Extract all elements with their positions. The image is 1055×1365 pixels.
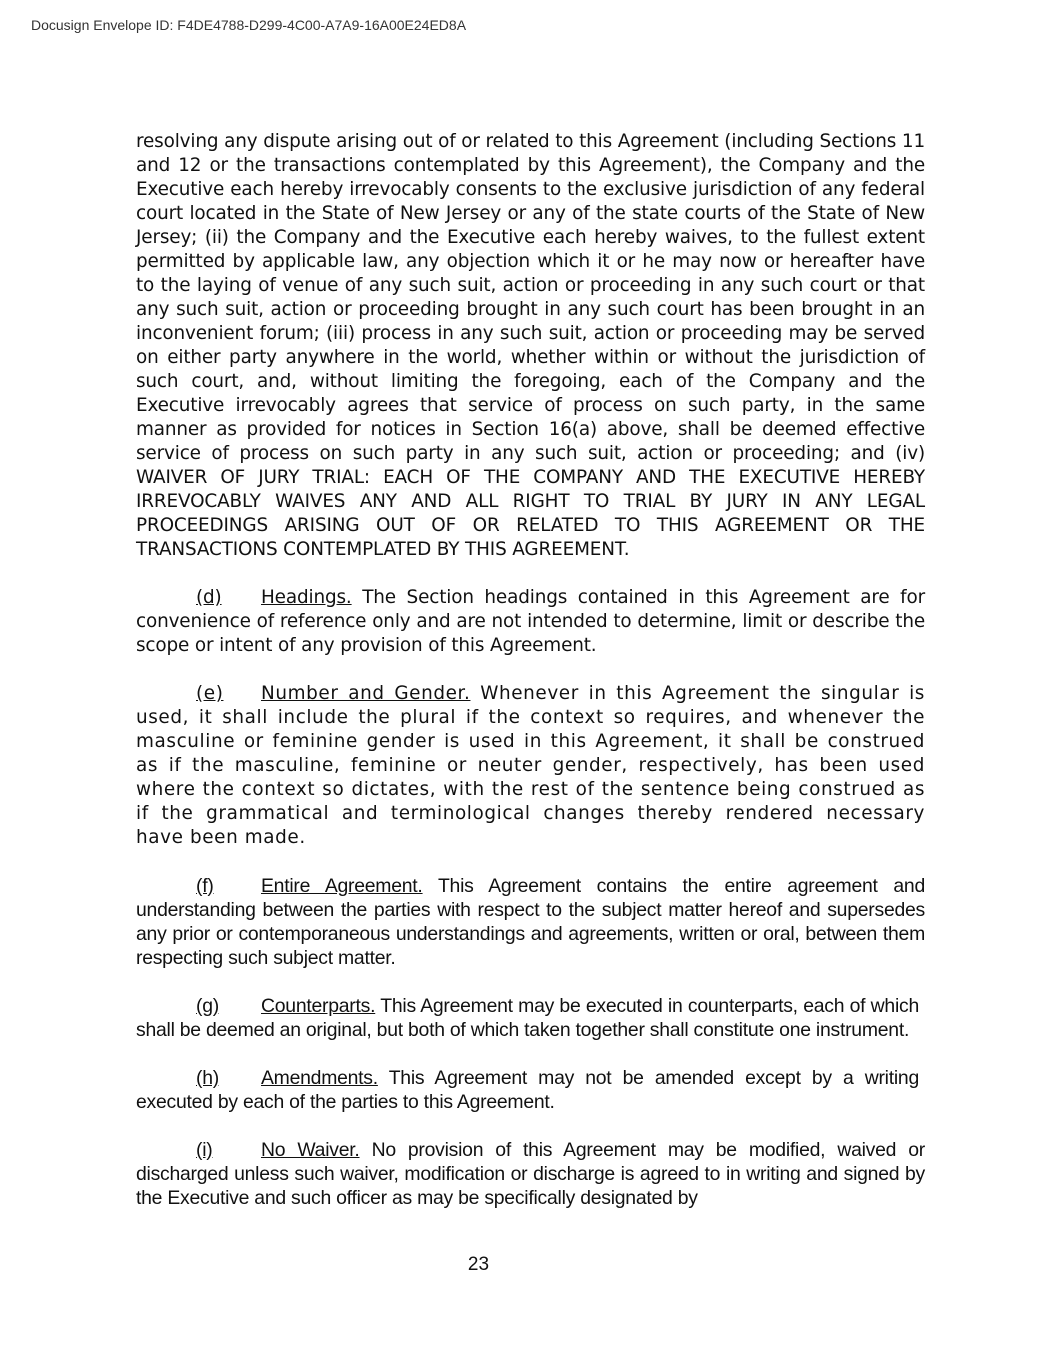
section-i-no-waiver — [136, 1138, 925, 1210]
section-f-entire-agreement — [136, 874, 925, 970]
page-number: 23 — [467, 1254, 490, 1275]
section-d-headings — [136, 586, 925, 658]
section-h-amendments — [136, 1066, 919, 1114]
section-e-number-and-gender — [136, 682, 925, 850]
section-e-text: Whenever in this Agreement the singular is used, it shall include the plural if the context so requires, and whenever the masculine or feminine gender is used in this Agreement, it shall be construed as if the masculine, feminine or neuter gender, respectively, has been used where the context so dictates, with the rest of the sentence being construed as if the grammatical and terminological changes thereby rendered necessary have been made. — [136, 683, 925, 848]
document-body — [136, 130, 925, 1234]
section-g-counterparts — [136, 994, 919, 1042]
section-d-label: (d) — [196, 587, 222, 608]
section-g-label: (g) — [196, 995, 219, 1017]
section-i-heading: No Waiver. — [261, 1139, 360, 1161]
section-h-label: (h) — [196, 1067, 219, 1089]
section-i-label: (i) — [196, 1139, 213, 1161]
section-f-text: This Agreement contains the entire agreement and understanding between the parties with respect to the subject matter hereof and supersedes any prior or contemporaneous understandings and agreements, written or oral, between them respecting such subject matter. — [136, 875, 925, 969]
section-e-label: (e) — [196, 683, 224, 704]
section-f-label: (f) — [196, 875, 214, 897]
continuation-paragraph: resolving any dispute arising out of or related to this Agreement (including Sections 11 and 12 or the transactions contemplated by this Agreement), the Company and the Executive each hereby irrevocably consents to the exclusive jurisdiction of any federal court located in the State of New Jersey or any of the state courts of the State of New Jersey; (ii) the Company and the Executive each hereby waives, to the fullest extent permitted by applicable law, any objection which it or he may now or hereafter have to the laying of venue of any such suit, action or proceeding in any such court or that any such suit, action or proceeding brought in any such court has been brought in an inconvenient forum; (iii) process in any such suit, action or proceeding may be served on either party anywhere in the world, whether within or without the jurisdiction of such court, and, without limiting the foregoing, each of the Company and the Executive irrevocably agrees that service of process on such party, in the same manner as provided for notices in Section 16(a) above, shall be deemed effective service of process on such party in any such suit, action or proceeding; and (iv) WAIVER OF JURY TRIAL: EACH OF THE COMPANY AND THE EXECUTIVE HEREBY IRREVOCABLY WAIVES ANY AND ALL RIGHT TO TRIAL BY JURY IN ANY LEGAL PROCEEDINGS ARISING OUT OF OR RELATED TO THIS AGREEMENT OR THE TRANSACTIONS CONTEMPLATED BY THIS AGREEMENT. — [136, 131, 925, 560]
section-h-text: This Agreement may not be amended except by a writing executed by each of the parties to this Agreement. — [136, 1067, 919, 1113]
section-h-heading: Amendments. — [261, 1067, 378, 1089]
section-d-text: The Section headings contained in this Agreement are for convenience of reference only and are not intended to determine, limit or describe the scope or intent of any provision of this Agreement. — [136, 587, 925, 656]
section-e-heading: Number and Gender. — [261, 683, 471, 704]
section-g-heading: Counterparts. — [261, 995, 376, 1017]
section-d-heading: Headings. — [261, 587, 352, 608]
section-f-heading: Entire Agreement. — [261, 875, 423, 897]
section-g-text: This Agreement may be executed in counterparts, each of which shall be deemed an original, but both of which taken together shall constitute one instrument. — [136, 995, 919, 1041]
docusign-envelope-id: Docusign Envelope ID: F4DE4788-D299-4C00-A7A9-16A00E24ED8A — [31, 17, 467, 33]
section-i-text: No provision of this Agreement may be modified, waived or discharged unless such waiver, modification or discharge is agreed to in writing and signed by the Executive and such officer as may be specifically designated by — [136, 1139, 925, 1209]
